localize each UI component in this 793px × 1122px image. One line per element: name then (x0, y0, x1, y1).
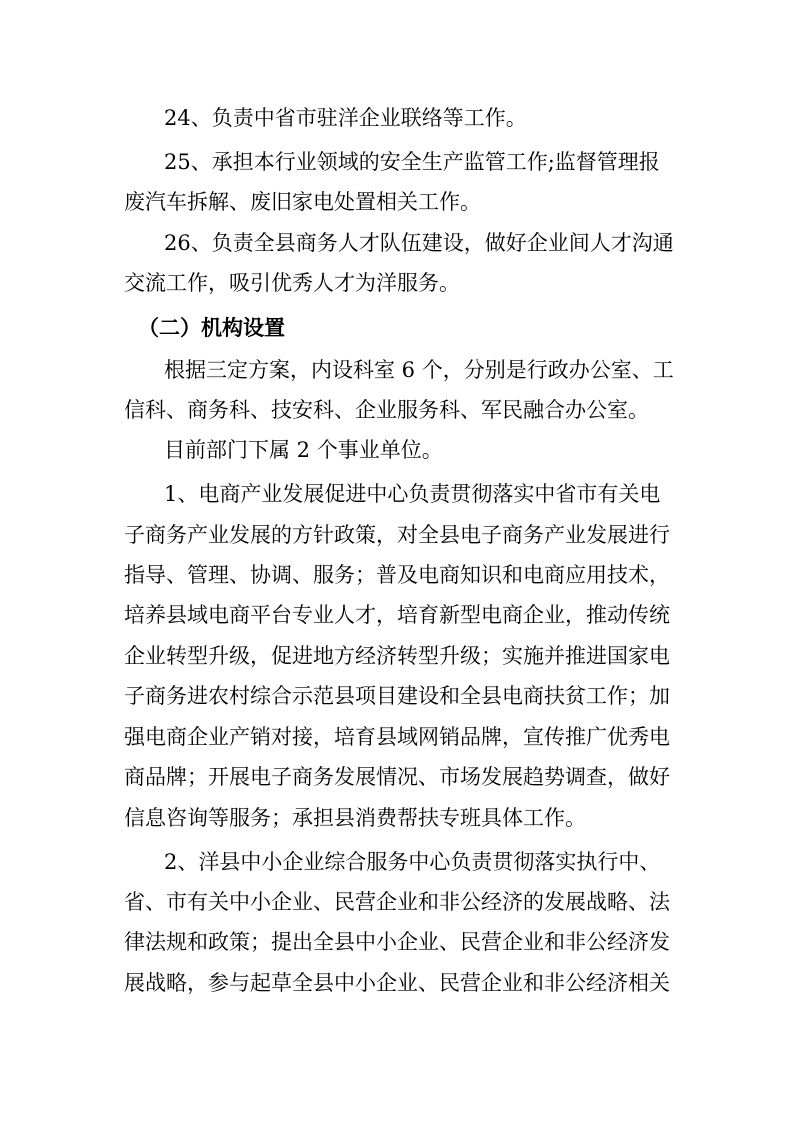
paragraph-line: 培养县域电商平台专业人才，培育新型电商企业，推动传统 (124, 603, 670, 627)
paragraph-line: 子商务产业发展的方针政策，对全县电子商务产业发展进行 (124, 523, 670, 547)
paragraph-line: 26、负责全县商务人才队伍建设，做好企业间人才沟通 (164, 231, 674, 255)
paragraph-line: 废汽车拆解、废旧家电处置相关工作。 (124, 190, 481, 214)
paragraph-line: 25、承担本行业领域的安全生产监管工作;监督管理报 (164, 150, 660, 174)
paragraph-line: 目前部门下属 2 个事业单位。 (164, 438, 443, 462)
paragraph-line: 1、电商产业发展促进中心负责贯彻落实中省市有关电 (164, 482, 661, 506)
section-heading: （二）机构设置 (138, 316, 285, 340)
paragraph-line: 商品牌；开展电子商务发展情况、市场发展趋势调查，做好 (124, 765, 670, 789)
paragraph-line: 指导、管理、协调、服务；普及电商知识和电商应用技术， (124, 563, 670, 587)
paragraph-line: 省、市有关中小企业、民营企业和非公经济的发展战略、法 (124, 890, 670, 914)
paragraph-line: 律法规和政策；提出全县中小企业、民营企业和非公经济发 (124, 930, 670, 954)
paragraph-line: 子商务进农村综合示范县项目建设和全县电商扶贫工作；加 (124, 684, 670, 708)
paragraph-line: 信科、商务科、技安科、企业服务科、军民融合办公室。 (124, 398, 649, 422)
paragraph-line: 交流工作，吸引优秀人才为洋服务。 (124, 271, 460, 295)
paragraph-line: 展战略，参与起草全县中小企业、民营企业和非公经济相关 (124, 971, 670, 995)
paragraph-line: 企业转型升级，促进地方经济转型升级；实施并推进国家电 (124, 644, 670, 668)
paragraph-line: 24、负责中省市驻洋企业联络等工作。 (164, 106, 527, 130)
paragraph-line: 2、洋县中小企业综合服务中心负责贯彻落实执行中、 (164, 850, 661, 874)
paragraph-line: 根据三定方案，内设科室 6 个，分别是行政办公室、工 (164, 358, 674, 382)
paragraph-line: 信息咨询等服务；承担县消费帮扶专班具体工作。 (124, 806, 586, 830)
paragraph-line: 强电商企业产销对接，培育县域网销品牌，宣传推广优秀电 (124, 725, 670, 749)
